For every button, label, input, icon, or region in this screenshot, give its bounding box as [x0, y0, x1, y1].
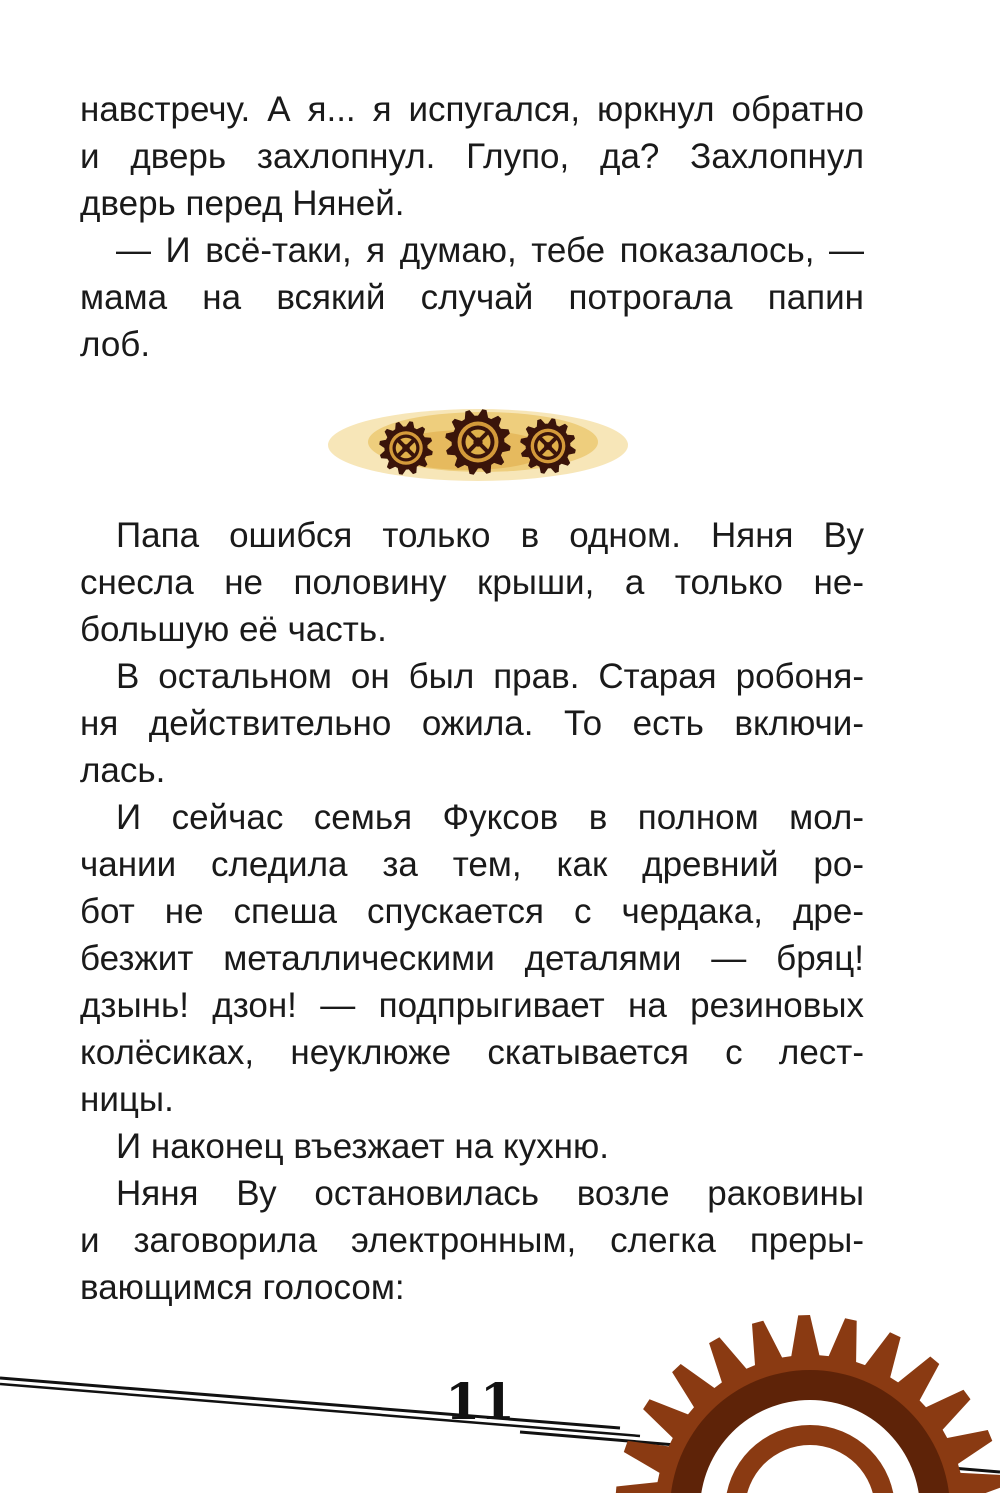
text-line: лоб. — [80, 325, 151, 364]
text-line: большую её часть. — [80, 610, 387, 649]
text-line: дверь перед Няней. — [80, 184, 405, 223]
text-line: мама на всякий случай потрогала папин — [80, 278, 864, 317]
large-gear-icon — [560, 1310, 1000, 1493]
text-line: ня действительно ожила. То есть включи- — [80, 704, 864, 743]
text-line: колёсиках, неуклюже скатывается с лест- — [80, 1033, 864, 1072]
text-line: И наконец въезжает на кухню. — [116, 1127, 609, 1166]
text-line: дзынь! дзон! — подпрыгивает на резиновых — [80, 986, 864, 1025]
text-line: вающимся голосом: — [80, 1268, 405, 1307]
text-line: бот не спеша спускается с чердака, дре- — [80, 892, 864, 931]
text-block-top — [80, 86, 864, 368]
text-line: безжит металлическими деталями — бряц! — [80, 939, 864, 978]
text-line: чании следила за тем, как древний ро- — [80, 845, 864, 884]
text-block-main — [80, 512, 864, 1311]
text-line: — И всё-таки, я думаю, тебе показалось, — — [116, 231, 864, 270]
text-line: лась. — [80, 751, 166, 790]
text-line: и дверь захлопнул. Глупо, да? Захлопнул — [80, 137, 864, 176]
text-line: Папа ошибся только в одном. Няня Ву — [116, 516, 864, 555]
page-number: 11 — [445, 1372, 515, 1431]
text-line: В остальном он был прав. Старая робоня- — [116, 657, 864, 696]
text-line: ницы. — [80, 1080, 174, 1119]
text-line: снесла не половину крыши, а только не- — [80, 563, 864, 602]
text-line: навстречу. А я... я испугался, юркнул обратно — [80, 90, 864, 129]
text-line: и заговорила электронным, слегка преры- — [80, 1221, 864, 1260]
text-line: И сейчас семья Фуксов в полном мол- — [116, 798, 864, 837]
text-line: Няня Ву остановилась возле раковины — [116, 1174, 864, 1213]
three-gears-icon — [318, 390, 638, 500]
